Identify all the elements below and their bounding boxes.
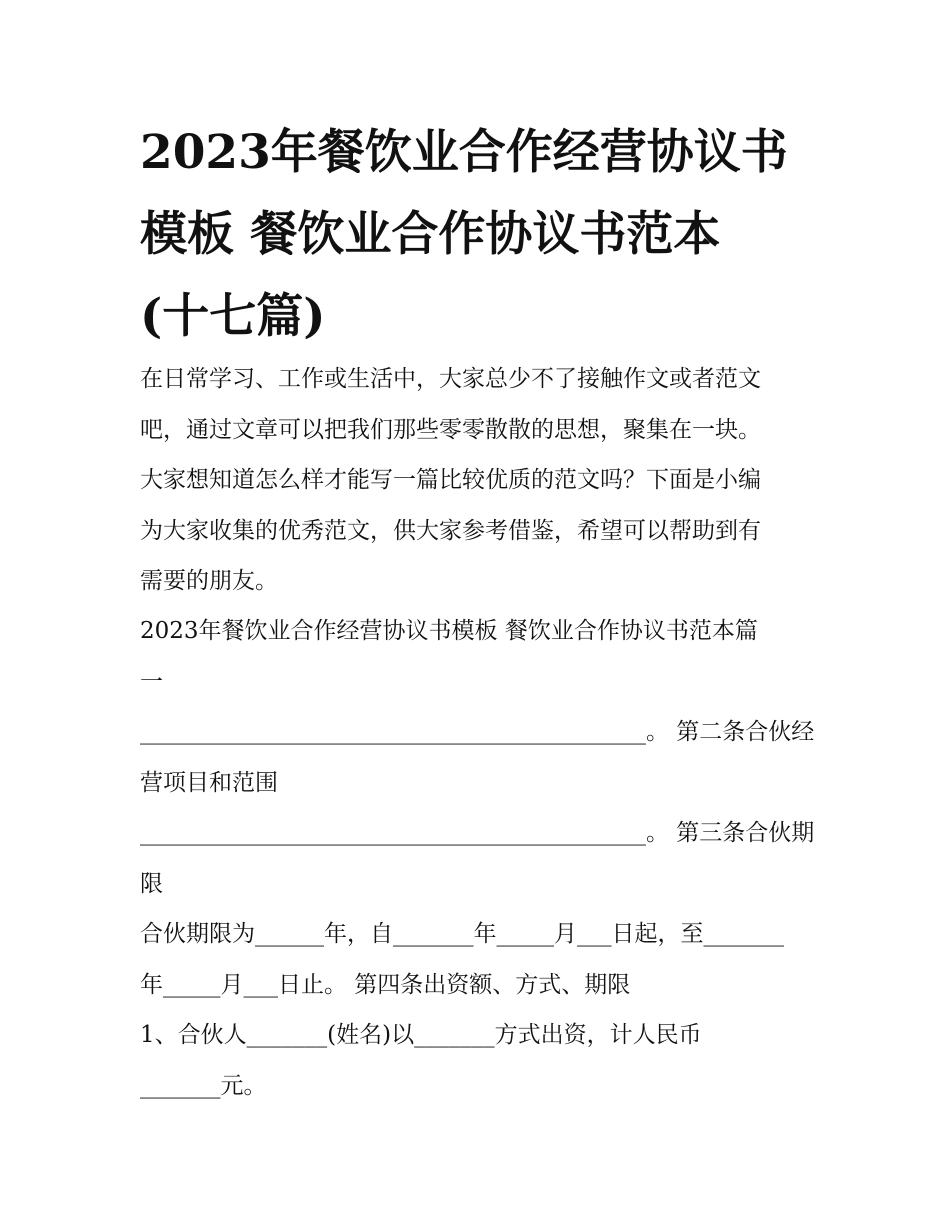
intro-line: 在日常学习、工作或生活中，大家总少不了接触作文或者范文 (140, 366, 761, 392)
clause-line: _______元。 (140, 1072, 267, 1099)
clause-line: 年_____月___日止。 第四条出资额、方式、期限 (140, 971, 631, 998)
intro-line: 为大家收集的优秀范文，供大家参考借鉴，希望可以帮助到有 (140, 517, 761, 544)
title-line: 2023年餐饮业合作经营协议书 (140, 125, 788, 180)
title-line: (十七篇) (140, 289, 326, 344)
clause-line: 营项目和范围 (140, 769, 278, 796)
intro-line: 吧，通过文章可以把我们那些零零散散的思想，聚集在一块。 (140, 416, 761, 443)
section-heading-line: 2023年餐饮业合作经营协议书模板 餐饮业合作协议书范本篇 (140, 618, 758, 644)
intro-line: 大家想知道怎么样才能写一篇比较优质的范文吗？下面是小编 (140, 467, 761, 493)
clause-line: 限 (140, 870, 163, 897)
agreement-section (140, 606, 820, 1111)
clause-line: ____________________________________________。 第二条合伙经 (140, 719, 815, 745)
clause-line: ____________________________________________。 第三条合伙期 (140, 820, 815, 846)
section-heading-line: 一 (140, 668, 163, 695)
intro-line: 需要的朋友。 (140, 568, 278, 594)
title-line: 模板 餐饮业合作协议书范本 (140, 207, 721, 262)
intro-paragraph (140, 354, 820, 607)
document-title (140, 112, 820, 358)
clause-line: 1、合伙人_______(姓名)以_______方式出资，计人民币 (140, 1022, 702, 1048)
clause-line: 合伙期限为______年，自_______年_____月___日起，至_______ (140, 921, 784, 947)
